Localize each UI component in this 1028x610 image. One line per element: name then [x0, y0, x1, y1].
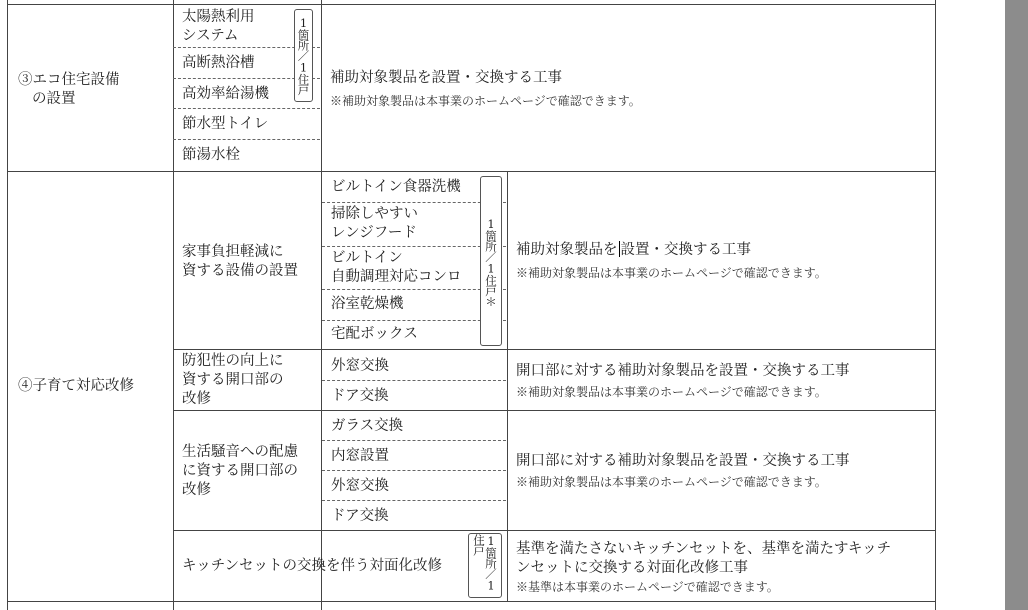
subcategory-crime [182, 352, 284, 409]
eco-limit-text: 1箇所／1住戸 [296, 16, 311, 95]
vertical-scrollbar[interactable] [1005, 0, 1028, 610]
subcategory-housework-line1: 家事負担軽減に [182, 244, 284, 260]
housework-limit-text: 1箇所／1住戸＊ [484, 216, 498, 306]
eco-item-toilet: 節水型トイレ [182, 116, 269, 132]
housework-item-range-hood [331, 205, 418, 243]
crime-item-outer-window: 外窓交換 [331, 358, 389, 374]
crime-note: ※補助対象製品は本事業のホームページで確認できます。 [516, 385, 827, 399]
noise-note: ※補助対象製品は本事業のホームページで確認できます。 [516, 475, 827, 489]
page-margin [936, 0, 1005, 610]
eco-item-solar-line2: システム [182, 28, 239, 44]
range-hood-line1: 掃除しやすい [331, 206, 418, 222]
housework-item-dishwasher: ビルトイン食器洗機 [331, 179, 461, 195]
category-childcare: ④子育て対応改修 [18, 378, 134, 394]
housework-note: ※補助対象製品は本事業のホームページで確認できます。 [516, 266, 827, 280]
category-eco-line1: ③エコ住宅設備 [18, 72, 120, 88]
subcategory-crime-line3: 改修 [182, 391, 211, 407]
housework-description-part1: 補助対象製品を [516, 242, 618, 258]
subcategory-crime-line2: 資する開口部の [182, 372, 284, 388]
stove-line1: ビルトイン [331, 250, 403, 266]
kitchen-description [516, 540, 891, 578]
kitchen-limit-badge [468, 533, 502, 598]
housework-description [516, 241, 751, 260]
subcategory-housework [182, 243, 298, 281]
noise-item-glass: ガラス交換 [331, 418, 404, 434]
range-hood-line2: レンジフード [331, 225, 417, 241]
noise-item-door: ドア交換 [331, 508, 389, 524]
text-cursor [619, 241, 620, 257]
noise-item-inner-window: 内窓設置 [331, 448, 389, 464]
category-eco-line2: の設置 [32, 91, 76, 107]
subcategory-noise-line1: 生活騒音への配慮 [182, 444, 298, 460]
subcategory-noise-line2: に資する開口部の [182, 463, 298, 479]
kitchen-description-line2: ンセットに交換する対面化改修工事 [516, 560, 748, 576]
kitchen-note: ※基準は本事業のホームページで確認できます。 [516, 580, 779, 594]
kitchen-limit-text: 1箇所／1住戸 [472, 534, 498, 592]
noise-item-outer-window: 外窓交換 [331, 478, 389, 494]
subcategory-housework-line2: 資する設備の設置 [182, 263, 298, 279]
eco-item-faucet: 節湯水栓 [182, 147, 240, 163]
eco-item-solar-line1: 太陽熱利用 [182, 9, 255, 25]
subcategory-kitchen: キッチンセットの交換を伴う対面化改修 [182, 558, 442, 574]
housework-limit-badge [480, 176, 502, 346]
eco-item-bathtub: 高断熱浴槽 [182, 55, 255, 71]
category-eco [18, 71, 120, 109]
eco-item-solar [182, 8, 255, 46]
eco-item-water-heater: 高効率給湯機 [182, 86, 269, 102]
subcategory-crime-line1: 防犯性の向上に [182, 353, 284, 369]
kitchen-description-line1: 基準を満たさないキッチンセットを、基準を満たすキッチ [516, 541, 892, 557]
crime-description: 開口部に対する補助対象製品を設置・交換する工事 [516, 363, 850, 379]
eco-note: ※補助対象製品は本事業のホームページで確認できます。 [330, 94, 641, 108]
stove-line2: 自動調理対応コンロ [331, 269, 462, 285]
eco-description: 補助対象製品を設置・交換する工事 [330, 70, 562, 86]
crime-item-door: ドア交換 [331, 388, 389, 404]
housework-item-bathroom-dryer: 浴室乾燥機 [331, 296, 404, 312]
eco-limit-badge [294, 9, 313, 102]
housework-description-part2: 設置・交換する工事 [620, 242, 751, 258]
subcategory-noise [182, 443, 298, 500]
noise-description: 開口部に対する補助対象製品を設置・交換する工事 [516, 453, 850, 469]
housework-item-stove [331, 249, 462, 287]
subcategory-noise-line3: 改修 [182, 482, 211, 498]
housework-item-delivery-box: 宅配ボックス [331, 326, 418, 342]
